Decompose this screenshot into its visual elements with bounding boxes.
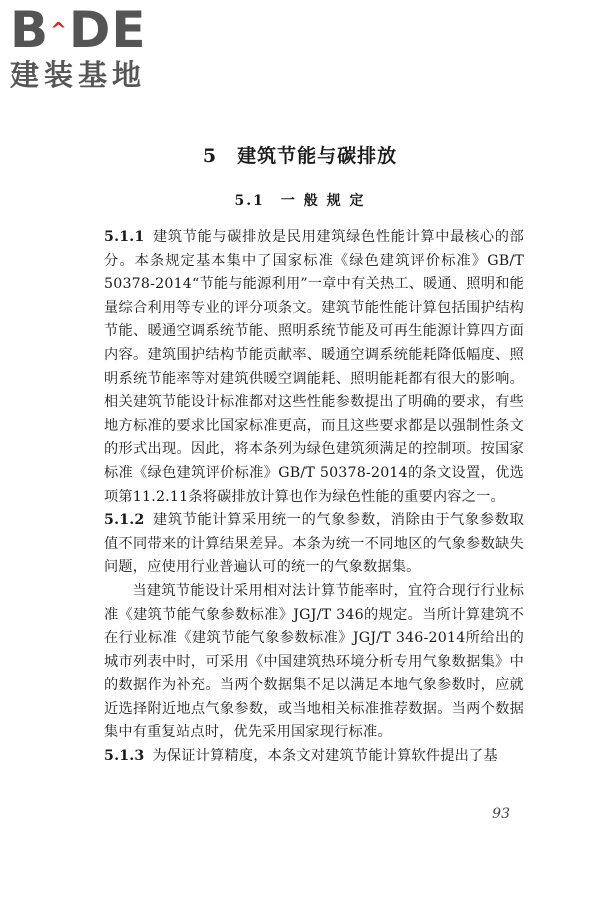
page-number: 93 (492, 806, 510, 822)
clause-text: 建筑节能与碳排放是民用建筑绿色性能计算中最核心的部分。本条规定基本集中了国家标准《绿色建筑评价标准》GB/T 50378-2014“节能与能源利用”一章中有关热工、暖通、照明和能量综合利用等专业的评分项条文。建筑节能性能计算包括围护结构节能、暖通空调系统节能、照明系统节能及可再生能源计算四方面内容。建筑围护结构节能贡献率、暖通空调系统能耗降低幅度、照明系统节能率等对建筑供暖空调能耗、照明能耗都有很大的影响。相关建筑节能设计标准都对这些性能参数提出了明确的要求，有些地方标准的要求比国家标准更高，而且这些要求都是以强制性条文的形式出现。因此，将本条列为绿色建筑须满足的控制项。按国家标准《绿色建筑评价标准》GB/T 50378-2014的条文设置，优选项第11.2.11条将碳排放计算也作为绿色性能的重要内容之一。 (104, 229, 524, 505)
clause-5-1-2-continued (104, 580, 524, 745)
clause-text: 建筑节能计算采用统一的气象参数，消除由于气象参数取值不同带来的计算结果差异。本条为统一不同地区的气象参数缺失问题，应使用行业普遍认可的统一的气象数据集。 (104, 512, 524, 576)
clause-number: 5.1.1 (104, 229, 145, 245)
logo-subtitle: 建装基地 (10, 58, 147, 92)
bade-logo (10, 1, 185, 92)
logo-wordmark (10, 1, 185, 59)
body-text (104, 226, 524, 769)
clause-number: 5.1.2 (104, 512, 145, 529)
clause-text: 当建筑节能设计采用相对法计算节能率时，宜符合现行行业标准《建筑节能气象参数标准》JGJ/T 346的规定。当所计算建筑不在行业标准《建筑节能气象参数标准》JGJ/T 346-2014所给出的城市列表中时，可采用《中国建筑热环境分析专用气象数据集》中的数据作为补充。当两个数据集不足以满足本地气象参数时，应就近选择附近地点气象参数，或当地相关标准推荐数据。当两个数据集中有重复站点时，优先采用国家现行标准。 (104, 582, 524, 741)
logo-letters-de: DE (68, 1, 147, 59)
logo-accent-icon: ^ (50, 18, 68, 42)
clause-text: 为保证计算精度，本条文对建筑节能计算软件提出了基 (152, 748, 498, 765)
clause-5-1-1 (104, 226, 524, 509)
chapter-title: 5 建筑节能与碳排放 (202, 145, 398, 167)
section-title: 5.1 一 般 规 定 (234, 193, 366, 209)
logo-letter-b: B (10, 1, 50, 59)
clause-5-1-3 (104, 745, 524, 769)
clause-number: 5.1.3 (104, 748, 145, 765)
clause-5-1-2 (104, 509, 524, 580)
